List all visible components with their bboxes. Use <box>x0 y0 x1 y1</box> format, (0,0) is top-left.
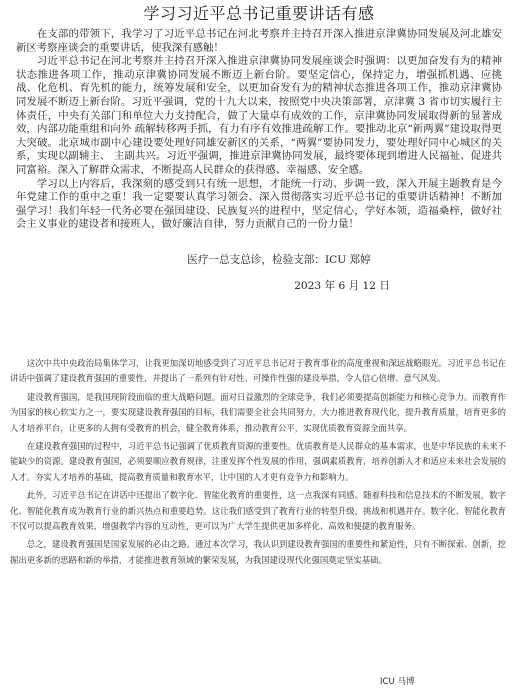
upper-document <box>16 4 502 293</box>
signature-line: 医疗一总支总诊，检验支部：ICU 郑婷 <box>187 253 371 266</box>
document-title: 学习习近平总书记重要讲话有感 <box>143 4 375 23</box>
lower-document <box>10 356 506 571</box>
paragraph: 总之，建设教育强国是国家发展的必由之路。通过本次学习，我认识到建设教育强国的重要性和紧迫性，只有不断探索、创新，挖掘出更多新的思路和新的举措，才能推进教育领域的繁荣发展，为我国建设现代化强国奠定坚实基础。 <box>10 539 506 565</box>
signature-line: ICU 马博 <box>380 677 415 687</box>
paragraph: 习近平总书记在河北考察并主持召开深入推进京津冀协同发展座谈会时强调：以更加奋发有为的精神状态推进各项工作，推动京津冀协同发展不断迈上新台阶。要坚定信心，保持定力，增强抓机遇、应挑战、化危机、育先机的能力，统筹发展和安全，以更加奋发有为的精神状态推进各项工作，推动京津冀协同发展不断迈上新台阶。习近平强调，党的十九大以来，按照党中央决策部署，京津冀 3 省市切实履行主体责任，中央有关部门和单位大力支持配合，做了大量卓有成效的工作，京津冀协同发展取得新的显著成效，内部功能重组和向外 疏解转移两手抓，有力有序有效推进疏解工作。要推动北京“新两翼”建设取得更大突破。北京城市副中心建设要处理好同雄安新区的关系，“两翼”要协同发力，要处理好同中心城区的关系，实现以副辅主、 主副共兴。习近平强调，推进京津冀协同发展，最终要体现到增进人民福祉、促进共同富裕。深入了解群众需求，不断提高人民群众的获得感、幸福感、安全感。 <box>16 55 502 176</box>
paragraph: 建设教育强国，是我国现阶段面临的重大战略问题。面对日益激烈的全球竞争，我们必须要提高创新能力和核心竞争力。而教育作为国家的核心软实力之一，要实现建设教育强国的目标，我们需要全社会共同努力，大力推进教育现代化，提升教育质量，培育更多的人才培养平台，让更多的人拥有受教育的机会，健全教育体系，推动教育公平，实现优质教育资源全面共享。 <box>10 391 506 433</box>
paragraph: 在支部的带领下，我学习了习近平总书记在河北考察并主持召开深入推进京津冀协同发展及河北雄安新区考察座谈会的重要讲话，使我深有感触！ <box>16 28 502 54</box>
paragraph: 这次中共中央政治局集体学习，让我更加深切地感受到了习近平总书记对于教育事业的高度重视和深远战略眼光。习近平总书记在讲话中强调了建设教育强国的重要性，并提出了一系列有针对性、可操作性强的建设举措，令人信心倍增、意气风发。 <box>10 358 506 384</box>
paragraph: 在建设教育强国的过程中，习近平总书记强调了优质教育资源的重要性。优质教育是人民群众的基本需求，也是中华民族的未来不能缺少的资源。建设教育强国，必须要顺应教育规律，注重发挥个性发展的作用，强调素质教育，培养创新人才和适应未来社会发展的人才。夯实人才培养的基础，提高教育质量和教育水平，让中国的人才更有竞争力和影响力。 <box>10 441 506 482</box>
paragraph: 此外，习近平总书记在讲话中还提出了数字化、智能化教育的重要性，这一点我深有同感。随着科技和信息技术的不断发展，数字化、智能化教育成为教育行业的新兴热点和重要趋势。这让我们感受到了教育行业的转型升级，挑战和机遇并存。数字化、智能化教育不仅可以提高教育效果，增强教学内容的互动性，更可以为广大学生提供更加多样化、高效和便捷的教育服务。 <box>10 490 506 532</box>
date-line: 2023 年 6 月 12 日 <box>294 279 390 292</box>
paragraph: 学习以上内容后，我深刻的感受到只有统一思想，才能统一行动、步调一致，深入开展主题教育是今年党建工作的重中之重！我一定要要认真学习领会、深入贯彻落实习近平总书记的重要讲话精神！不断加强学习！我们年轻一代务必要在强国建设、民族复兴的进程中，坚定信心，学好本领，造福桑梓，做好社会主义事业的建设者和接班人，做好廉洁自律，努力贡献自己的一份力量！ <box>16 177 502 231</box>
